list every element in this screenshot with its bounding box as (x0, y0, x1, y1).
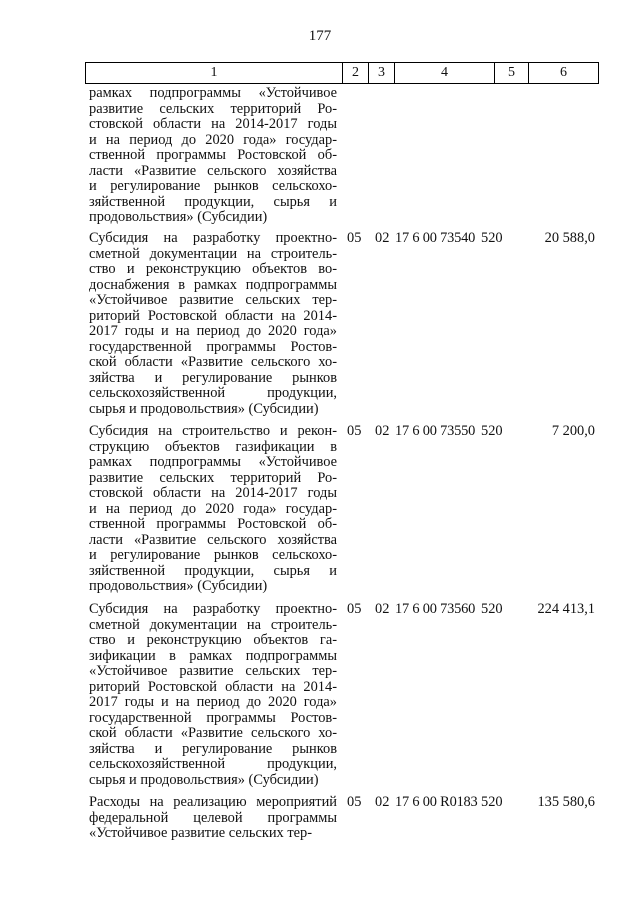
description-line: государственной программы Ростов- (89, 709, 337, 726)
row-description (89, 86, 337, 226)
row-expense-type: 520 (481, 423, 503, 439)
header-col-4: 4 (394, 63, 494, 83)
row-amount: 7 200,0 (551, 423, 595, 439)
row-description (89, 602, 337, 788)
description-line: сельскохозяйственной продукции, (89, 385, 337, 401)
description-line: Субсидия на разработку проектно- (89, 601, 337, 617)
row-target-article: 17 6 00 73540 (395, 230, 476, 246)
description-line: продовольствия» (Субсидии) (89, 209, 268, 225)
description-line: и на период до 2020 года» государ- (89, 131, 337, 148)
row-target-article: 17 6 00 R0183 (395, 794, 478, 810)
description-line: струкцию объектов газификации в (89, 438, 337, 455)
description-line: сметной документации на строитель- (89, 616, 337, 633)
row-subsection: 02 (375, 423, 390, 439)
header-col-6: 6 (528, 63, 598, 83)
description-line: сырья и продовольствия» (Субсидии) (89, 771, 319, 788)
description-line: зяйственной продукции, сырья и (89, 562, 337, 579)
row-section: 05 (347, 601, 362, 617)
description-line: ство и реконструкцию объектов га- (89, 632, 337, 648)
description-line: ственной программы Ростовской об- (89, 147, 337, 163)
description-line: «Устойчивое развитие сельских тер- (89, 663, 337, 679)
header-col-1: 1 (210, 65, 218, 80)
row-description (89, 424, 337, 595)
description-line: 2017 годы и на период до 2020 года» (89, 694, 337, 710)
page-number: 177 (308, 28, 332, 44)
description-line: риторий Ростовской области на 2014- (89, 307, 337, 324)
description-line: Субсидия на строительство и рекон- (89, 423, 337, 439)
description-line: доснабжения в рамках подпрограммы (89, 276, 337, 293)
description-line: рамках подпрограммы «Устойчивое (89, 85, 337, 101)
description-line: риторий Ростовской области на 2014- (89, 678, 337, 695)
description-line: ской области «Развитие сельского хо- (89, 354, 337, 370)
row-subsection: 02 (375, 230, 390, 246)
row-description (89, 231, 337, 417)
description-line: ство и реконструкцию объектов во- (89, 261, 337, 277)
description-line: развитие сельских территорий Ро- (89, 469, 337, 486)
description-line: и на период до 2020 года» государ- (89, 500, 337, 517)
row-section: 05 (347, 794, 362, 810)
description-line: и регулирование рынков сельскохо- (89, 178, 337, 194)
description-line: Расходы на реализацию мероприятий (89, 794, 337, 810)
description-line: зяйства и регулирование рынков (89, 369, 337, 386)
header-col-3: 3 (368, 63, 394, 83)
row-section: 05 (347, 230, 362, 246)
description-line: ласти «Развитие сельского хозяйства (89, 162, 337, 179)
description-line: сырья и продовольствия» (Субсидии) (89, 400, 319, 417)
description-line: ственной программы Ростовской об- (89, 516, 337, 532)
description-line: стовской области на 2014-2017 годы (89, 116, 337, 132)
table-header-row (85, 62, 599, 84)
description-line: сельскохозяйственной продукции, (89, 756, 337, 772)
description-line: зяйства и регулирование рынков (89, 740, 337, 757)
description-line: развитие сельских территорий Ро- (89, 100, 337, 117)
description-line: рамках подпрограммы «Устойчивое (89, 454, 337, 470)
row-amount: 20 588,0 (544, 230, 595, 246)
description-line: зяйственной продукции, сырья и (89, 193, 337, 210)
description-line: и регулирование рынков сельскохо- (89, 547, 337, 563)
row-amount: 135 580,6 (537, 794, 595, 810)
description-line: 2017 годы и на период до 2020 года» (89, 323, 337, 339)
header-col-2: 2 (342, 63, 368, 83)
row-target-article: 17 6 00 73550 (395, 423, 476, 439)
row-section: 05 (347, 423, 362, 439)
description-line: зификации в рамках подпрограммы (89, 647, 337, 664)
description-line: ласти «Развитие сельского хозяйства (89, 531, 337, 548)
row-target-article: 17 6 00 73560 (395, 601, 476, 617)
row-expense-type: 520 (481, 794, 503, 810)
description-line: государственной программы Ростов- (89, 338, 337, 355)
row-subsection: 02 (375, 601, 390, 617)
description-line: федеральной целевой программы (89, 809, 337, 826)
description-line: «Устойчивое развитие сельских тер- (89, 292, 337, 308)
description-line: стовской области на 2014-2017 годы (89, 485, 337, 501)
description-line: ской области «Развитие сельского хо- (89, 725, 337, 741)
description-line: «Устойчивое развитие сельских тер- (89, 825, 312, 841)
header-col-5: 5 (494, 63, 528, 83)
description-line: сметной документации на строитель- (89, 245, 337, 262)
description-line: продовольствия» (Субсидии) (89, 578, 268, 594)
row-expense-type: 520 (481, 601, 503, 617)
description-line: Субсидия на разработку проектно- (89, 230, 337, 246)
row-description (89, 795, 337, 842)
row-subsection: 02 (375, 794, 390, 810)
row-amount: 224 413,1 (537, 601, 595, 617)
row-expense-type: 520 (481, 230, 503, 246)
